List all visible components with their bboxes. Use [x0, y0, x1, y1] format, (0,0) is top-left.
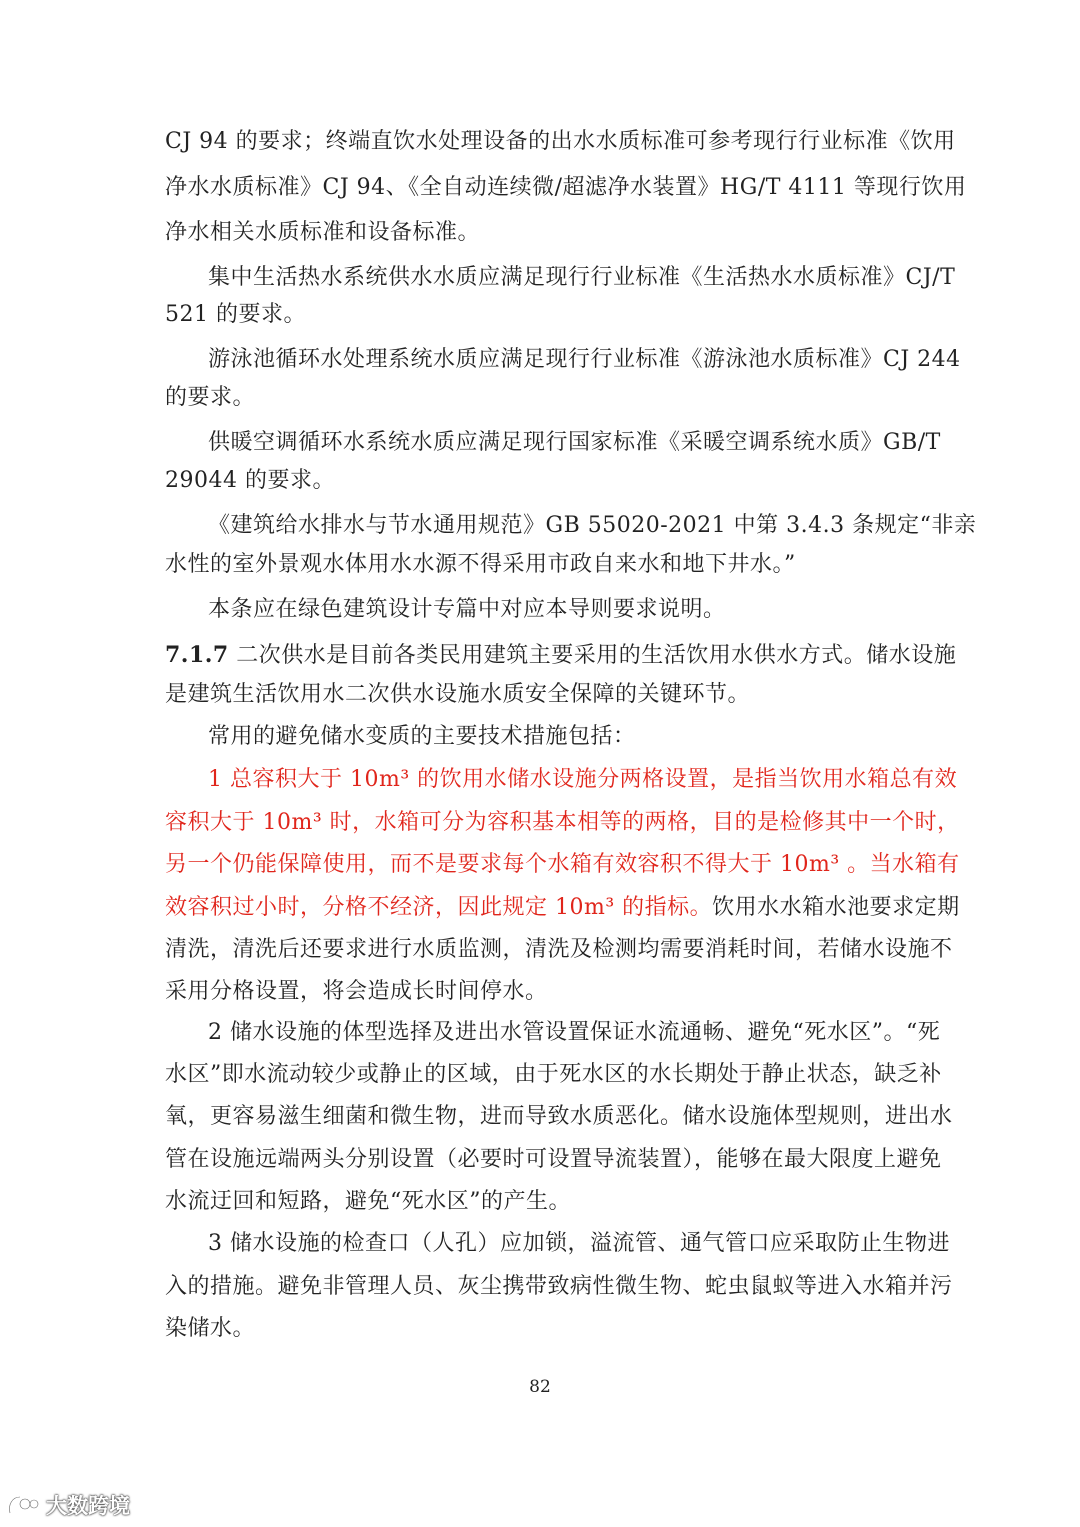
text-segment: 染储水。: [165, 1316, 256, 1341]
text-line: [165, 550, 915, 580]
text-segment: 2 储水设施的体型选择及进出水管设置保证水流通畅、避免“死水区”。“死: [208, 1020, 941, 1045]
text-line: [208, 428, 941, 458]
highlighted-text: 容积大于 10m³ 时，水箱可分为容积基本相等的两格，目的是检修其中一个时，: [165, 810, 960, 835]
text-line: [208, 595, 915, 625]
text-line: [165, 300, 915, 330]
text-line: [165, 127, 956, 157]
text-segment: 的要求。: [165, 385, 256, 410]
text-line: [165, 1187, 915, 1217]
text-line: [165, 1102, 953, 1132]
text-line: [165, 808, 960, 838]
text-segment: CJ 94 的要求；终端直饮水处理设备的出水水质标准可参考现行行业标准《饮用: [165, 129, 956, 154]
text-segment: 3 储水设施的检查口（人孔）应加锁，溢流管、通气管口应采取防止生物进: [208, 1231, 950, 1256]
text-segment: 采用分格设置，将会造成长时间停水。: [165, 979, 548, 1004]
text-segment: 氧，更容易滋生细菌和微生物，进而导致水质恶化。储水设施体型规则，进出水: [165, 1104, 953, 1129]
text-line: [165, 640, 957, 671]
page-number: 82: [529, 1377, 551, 1397]
text-segment: 29044 的要求。: [165, 468, 335, 493]
text-segment: 二次供水是目前各类民用建筑主要采用的生活饮用水供水方式。储水设施: [228, 643, 957, 668]
text-segment: 集中生活热水系统供水水质应满足现行行业标准《生活热水水质标准》CJ/T: [208, 265, 956, 290]
text-line: [208, 345, 961, 375]
highlighted-text: 效容积过小时，分格不经济，因此规定 10m³ 的指标。: [165, 895, 713, 920]
text-segment: 常用的避免储水变质的主要技术措施包括：: [208, 724, 636, 749]
text-line: [165, 1060, 942, 1090]
text-line: [165, 935, 953, 965]
watermark-text: 大数跨境: [46, 1494, 130, 1518]
text-line: [208, 263, 956, 293]
text-segment: 净水相关水质标准和设备标准。: [165, 220, 481, 245]
text-segment: 饮用水水箱水池要求定期: [712, 895, 960, 920]
text-line: [165, 466, 915, 496]
text-line: [208, 1229, 950, 1259]
highlighted-text: 另一个仍能保障使用，而不是要求每个水箱有效容积不得大于 10m³ 。当水箱有: [165, 852, 960, 877]
text-line: [165, 1145, 942, 1175]
text-segment: 是建筑生活饮用水二次供水设施水质安全保障的关键环节。: [165, 682, 751, 707]
text-line: [165, 218, 915, 248]
text-segment: 供暖空调循环水系统水质应满足现行国家标准《采暖空调系统水质》GB/T: [208, 430, 941, 455]
text-line: [208, 511, 977, 541]
text-line: [165, 893, 960, 923]
text-segment: 本条应在绿色建筑设计专篇中对应本导则要求说明。: [208, 597, 726, 622]
text-line: [165, 850, 960, 880]
text-segment: 521 的要求。: [165, 302, 306, 327]
text-segment: 净水水质标准》CJ 94、《全自动连续微/超滤净水装置》HG/T 4111 等现行饮用: [165, 175, 967, 200]
text-line: [165, 1314, 915, 1344]
highlighted-text: 1 总容积大于 10m³ 的饮用水储水设施分两格设置，是指当饮用水箱总有效: [208, 767, 958, 792]
text-line: [165, 977, 915, 1007]
text-line: [165, 383, 915, 413]
text-segment: 水区”即水流动较少或静止的区域，由于死水区的水长期处于静止状态，缺乏补: [165, 1062, 942, 1087]
text-line: [165, 173, 967, 203]
text-segment: 入的措施。避免非管理人员、灰尘携带致病性微生物、蛇虫鼠蚁等进入水箱并污: [165, 1274, 953, 1299]
text-segment: 管在设施远端两头分别设置（必要时可设置导流装置），能够在最大限度上避免: [165, 1147, 942, 1172]
text-segment: 《建筑给水排水与节水通用规范》GB 55020-2021 中第 3.4.3 条规定“非亲: [208, 513, 977, 538]
text-line: [165, 1272, 953, 1302]
text-segment: 水流迂回和短路，避免“死水区”的产生。: [165, 1189, 571, 1214]
text-segment: 水性的室外景观水体用水水源不得采用市政自来水和地下井水。”: [165, 552, 796, 577]
text-line: [165, 680, 915, 710]
watermark-logo-icon: [6, 1493, 40, 1517]
text-segment: 游泳池循环水处理系统水质应满足现行行业标准《游泳池水质标准》CJ 244: [208, 347, 961, 372]
text-line: [208, 722, 915, 752]
watermark: [6, 1490, 130, 1520]
text-segment: 清洗，清洗后还要求进行水质监测，清洗及检测均需要消耗时间，若储水设施不: [165, 937, 953, 962]
text-line: [208, 765, 958, 795]
section-number: 7.1.7: [165, 642, 229, 668]
text-line: [208, 1018, 941, 1048]
